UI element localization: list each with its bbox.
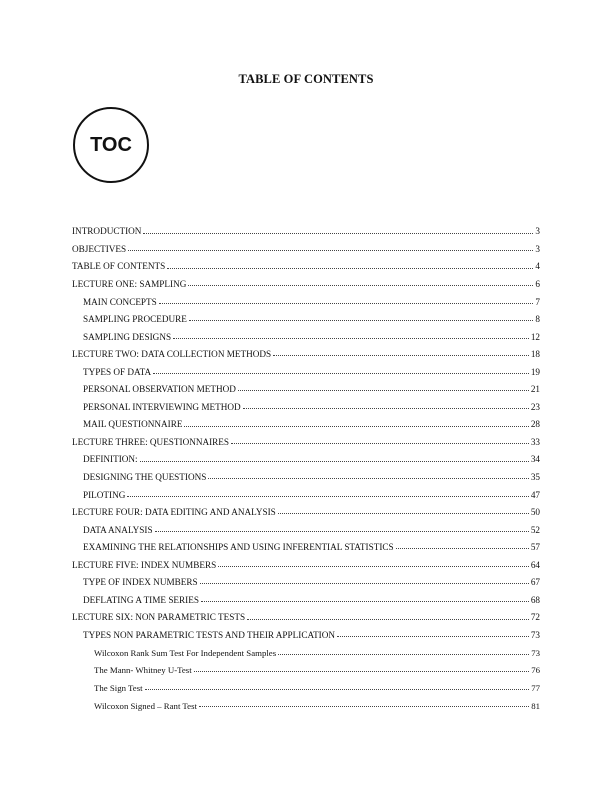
toc-entry[interactable] xyxy=(72,254,540,272)
toc-entry[interactable] xyxy=(72,324,540,342)
dot-leader xyxy=(128,250,533,251)
toc-entry-page: 52 xyxy=(530,524,540,535)
toc-entry-page: 77 xyxy=(531,682,540,693)
toc-entry-page: 28 xyxy=(530,419,540,430)
toc-entry-page: 3 xyxy=(535,243,540,254)
dot-leader xyxy=(167,268,533,269)
toc-entry-title: SAMPLING PROCEDURE xyxy=(83,314,187,325)
toc-entry-page: 34 xyxy=(530,454,540,465)
toc-entry-page: 50 xyxy=(530,507,540,518)
toc-entry-title: TABLE OF CONTENTS xyxy=(72,261,166,272)
toc-logo-text: TOC xyxy=(90,133,132,156)
toc-entry-title: Wilcoxon Signed – Rant Test xyxy=(94,700,197,711)
toc-entry-page: 64 xyxy=(530,559,540,570)
toc-entry-title: PERSONAL INTERVIEWING METHOD xyxy=(83,401,241,412)
toc-entry-title: PILOTING xyxy=(83,489,126,500)
toc-entry-page: 76 xyxy=(531,665,540,676)
dot-leader xyxy=(273,355,529,356)
dot-leader xyxy=(145,689,530,690)
toc-entry-title: DEFINITION: xyxy=(83,454,138,465)
dot-leader xyxy=(184,426,528,427)
dot-leader xyxy=(218,566,529,567)
toc-entry-page: 7 xyxy=(535,296,540,307)
toc-entry-page: 67 xyxy=(530,577,540,588)
toc-entry-title: OBJECTIVES xyxy=(72,243,127,254)
toc-entry[interactable] xyxy=(72,465,540,483)
toc-entry-page: 19 xyxy=(530,366,540,377)
dot-leader xyxy=(337,636,529,637)
toc-entry[interactable] xyxy=(72,412,540,430)
dot-leader xyxy=(155,531,529,532)
toc-entry[interactable] xyxy=(72,587,540,605)
toc-entry-title: The Sign Test xyxy=(94,682,143,693)
toc-entry-page: 57 xyxy=(530,542,540,553)
toc-entry[interactable] xyxy=(72,482,540,500)
toc-entry-title: INTRODUCTION xyxy=(72,226,142,237)
dot-leader xyxy=(238,390,529,391)
toc-entry[interactable] xyxy=(72,272,540,290)
toc-entry-title: MAIL QUESTIONNAIRE xyxy=(83,419,183,430)
toc-entry[interactable] xyxy=(72,359,540,377)
toc-entry[interactable] xyxy=(72,658,540,676)
dot-leader xyxy=(231,443,529,444)
toc-entry-title: TYPES NON PARAMETRIC TESTS AND THEIR APPLICATION xyxy=(83,629,336,640)
toc-entry-title: TYPES OF DATA xyxy=(83,366,152,377)
toc-entry[interactable] xyxy=(72,640,540,658)
toc-entry-title: DESIGNING THE QUESTIONS xyxy=(83,472,207,482)
toc-entry-title: LECTURE THREE: QUESTIONNAIRES xyxy=(72,436,230,447)
page-title: TABLE OF CONTENTS xyxy=(238,72,374,86)
toc-entry[interactable] xyxy=(72,500,540,518)
dot-leader xyxy=(278,654,529,655)
dot-leader xyxy=(199,706,529,707)
dot-leader xyxy=(243,408,529,409)
toc-entry-title: LECTURE SIX: NON PARAMETRIC TESTS xyxy=(72,612,246,623)
toc-entry-title: LECTURE ONE: SAMPLING xyxy=(72,278,187,289)
dot-leader xyxy=(188,285,533,286)
dot-leader xyxy=(278,513,529,514)
toc-entry-title: TYPE OF INDEX NUMBERS xyxy=(83,577,198,588)
toc-entry-page: 73 xyxy=(531,647,540,658)
toc-entry[interactable] xyxy=(72,394,540,412)
toc-entry-title: LECTURE FIVE: INDEX NUMBERS xyxy=(72,559,217,570)
dot-leader xyxy=(153,373,529,374)
toc-entry-page: 23 xyxy=(530,401,540,412)
toc-entry[interactable] xyxy=(72,447,540,465)
toc-entry-title: MAIN CONCEPTS xyxy=(83,296,157,307)
toc-entry-title: DEFLATING A TIME SERIES xyxy=(83,594,199,605)
toc-entry-title: The Mann- Whitney U-Test xyxy=(94,665,192,676)
toc-entry[interactable] xyxy=(72,535,540,553)
toc-entry-page: 47 xyxy=(530,489,540,500)
dot-leader xyxy=(127,496,528,497)
toc-entry-page: 12 xyxy=(530,331,540,342)
toc-entry[interactable] xyxy=(72,552,540,570)
toc-list xyxy=(72,219,540,710)
dot-leader xyxy=(143,233,533,234)
dot-leader xyxy=(201,601,529,602)
toc-entry-title: SAMPLING DESIGNS xyxy=(83,331,172,342)
toc-entry-page: 18 xyxy=(530,349,540,360)
toc-entry-title: LECTURE FOUR: DATA EDITING AND ANALYSIS xyxy=(72,507,276,518)
toc-entry[interactable] xyxy=(72,605,540,623)
toc-logo-icon xyxy=(73,107,149,183)
toc-entry[interactable] xyxy=(72,377,540,395)
toc-entry[interactable] xyxy=(72,430,540,448)
toc-entry-title: EXAMINING THE RELATIONSHIPS AND USING INFERENTIAL STATISTICS xyxy=(83,542,394,553)
toc-entry-page: 72 xyxy=(530,612,540,623)
toc-entry-title: DATA ANALYSIS xyxy=(83,524,153,535)
dot-leader xyxy=(194,671,530,672)
toc-entry[interactable] xyxy=(72,693,540,711)
dot-leader xyxy=(173,338,529,339)
toc-entry-title: LECTURE TWO: DATA COLLECTION METHODS xyxy=(72,349,272,360)
toc-entry-page: 33 xyxy=(530,436,540,447)
toc-entry-page: 6 xyxy=(535,278,540,289)
toc-entry[interactable] xyxy=(72,517,540,535)
toc-entry-page: 73 xyxy=(530,629,540,640)
toc-entry-title: PERSONAL OBSERVATION METHOD xyxy=(83,384,236,395)
dot-leader xyxy=(140,461,529,462)
dot-leader xyxy=(159,303,534,304)
toc-entry[interactable] xyxy=(72,675,540,693)
toc-entry-page: 8 xyxy=(535,314,540,325)
toc-entry-page: 81 xyxy=(531,700,540,711)
toc-entry-page: 21 xyxy=(530,384,540,395)
toc-entry-page: 4 xyxy=(535,261,540,272)
toc-entry[interactable] xyxy=(72,237,540,255)
toc-entry[interactable] xyxy=(72,342,540,360)
toc-entry-page: 35 xyxy=(530,472,540,482)
dot-leader xyxy=(189,320,534,321)
toc-entry-page: 3 xyxy=(535,226,540,237)
dot-leader xyxy=(208,478,528,479)
toc-entry[interactable] xyxy=(72,307,540,325)
dot-leader xyxy=(200,583,529,584)
toc-entry[interactable] xyxy=(72,219,540,237)
dot-leader xyxy=(247,619,529,620)
toc-entry-title: Wilcoxon Rank Sum Test For Independent Samples xyxy=(94,647,277,658)
dot-leader xyxy=(396,548,529,549)
toc-entry[interactable] xyxy=(72,289,540,307)
toc-entry[interactable] xyxy=(72,570,540,588)
toc-entry[interactable] xyxy=(72,623,540,641)
toc-entry-page: 68 xyxy=(530,594,540,605)
